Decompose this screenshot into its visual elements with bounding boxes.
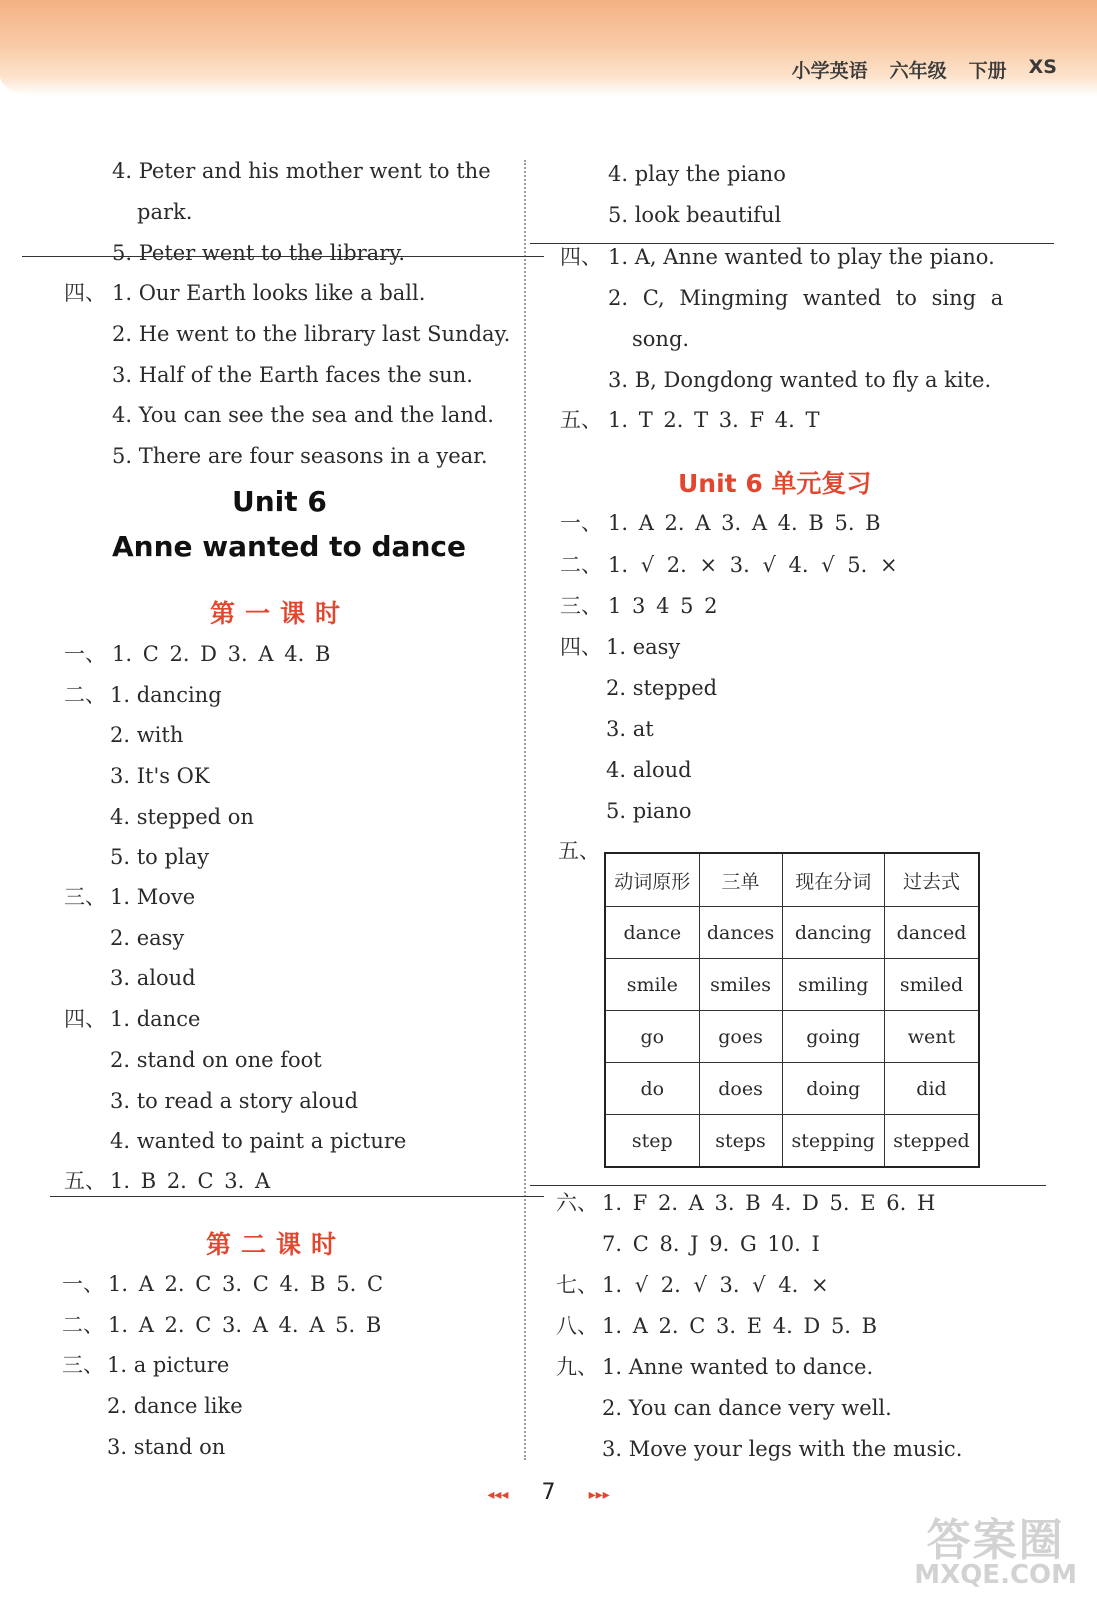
next-arrows-icon: ▸▸▸: [588, 1487, 610, 1503]
answer-line: 1. A 2. C 3. C 4. B 5. C: [108, 1272, 384, 1296]
section-label: 一、: [560, 511, 602, 535]
answer-line: 7. C 8. J 9. G 10. I: [602, 1232, 820, 1256]
table-row: [605, 1063, 979, 1115]
lesson1-title: 第一课时: [210, 599, 351, 628]
section-label: 三、: [560, 594, 602, 618]
header-volume: 下册: [968, 60, 1007, 82]
answer-line: 5. to play: [110, 845, 210, 869]
table-cell: stepped: [884, 1115, 979, 1168]
answer-line: 1. C 2. D 3. A 4. B: [112, 642, 331, 666]
table-header: 动词原形: [605, 853, 699, 907]
section-label: 一、: [62, 1272, 104, 1296]
answer-line: 2. You can dance very well.: [602, 1396, 892, 1420]
table-cell: going: [782, 1011, 884, 1063]
table-cell: smiling: [782, 959, 884, 1011]
table-header: 三单: [699, 853, 782, 907]
section-label: 四、: [560, 245, 602, 269]
table-header: 过去式: [884, 853, 979, 907]
table-row: [605, 959, 979, 1011]
unit-subtitle: Anne wanted to dance: [112, 530, 466, 563]
answer-line: 1. A, Anne wanted to play the piano.: [608, 245, 995, 269]
answer-line: 4. play the piano: [608, 162, 786, 186]
header-info: [792, 56, 1057, 83]
answer-line: 1. A 2. C 3. E 4. D 5. B: [602, 1314, 878, 1338]
section-label: 六、: [556, 1191, 598, 1215]
section-label: 二、: [64, 683, 106, 707]
header-grade: 六年级: [889, 60, 947, 82]
answer-line: 1. F 2. A 3. B 4. D 5. E 6. H: [602, 1191, 936, 1215]
answer-line: 1. T 2. T 3. F 4. T: [608, 408, 820, 432]
answer-line: 4. wanted to paint a picture: [110, 1129, 407, 1153]
table-row: [605, 1115, 979, 1168]
answer-line: 3. Move your legs with the music.: [602, 1437, 963, 1461]
divider-line: [530, 1185, 1046, 1186]
prev-arrows-icon: ◂◂◂: [487, 1487, 509, 1503]
answer-line: 4. You can see the sea and the land.: [112, 403, 494, 427]
review-title: Unit 6 单元复习: [678, 469, 872, 498]
table-cell: did: [884, 1063, 979, 1115]
section-label: 五、: [64, 1169, 106, 1193]
header-subject: 小学英语: [791, 60, 868, 82]
table-cell: went: [884, 1011, 979, 1063]
answer-line: 2. stepped: [606, 676, 718, 700]
lesson2-title: 第二课时: [206, 1230, 347, 1259]
section-label: 二、: [560, 553, 602, 577]
section-label: 九、: [556, 1355, 598, 1379]
section-label: 五、: [558, 839, 600, 863]
column-divider: [524, 160, 526, 1460]
table-cell: smile: [605, 959, 699, 1011]
answer-line: 5. There are four seasons in a year.: [112, 444, 488, 468]
answer-line: 2. C, Mingming wanted to sing a: [608, 286, 1004, 310]
section-label: 一、: [64, 642, 106, 666]
prev-q5: 5. Peter went to the library.: [112, 241, 405, 265]
table-cell: smiled: [884, 959, 979, 1011]
section-label: 二、: [62, 1313, 104, 1337]
answer-line: song.: [632, 327, 690, 351]
watermark: [914, 1504, 1077, 1590]
answer-line: 3. It's OK: [110, 764, 210, 788]
answer-line: 5. piano: [606, 799, 692, 823]
answer-line: 1. Our Earth looks like a ball.: [112, 281, 426, 305]
table-header-row: [605, 853, 979, 907]
answer-line: 1. B 2. C 3. A: [110, 1169, 271, 1193]
table-cell: do: [605, 1063, 699, 1115]
table-cell: goes: [699, 1011, 782, 1063]
watermark-logo: 答案圈: [926, 1515, 1065, 1566]
table-cell: step: [605, 1115, 699, 1168]
table-cell: doing: [782, 1063, 884, 1115]
answer-line: 1. dancing: [110, 683, 222, 707]
table-cell: stepping: [782, 1115, 884, 1168]
answer-line: 2. with: [110, 723, 184, 747]
answer-line: 5. look beautiful: [608, 203, 782, 227]
answer-line: 3. at: [606, 717, 654, 741]
table-cell: dances: [699, 907, 782, 959]
section-label: 七、: [556, 1273, 598, 1297]
answer-line: 3. aloud: [110, 966, 196, 990]
prev-q4: 4. Peter and his mother went to the: [112, 159, 491, 183]
table-cell: danced: [884, 907, 979, 959]
answer-line: 3. to read a story aloud: [110, 1089, 359, 1113]
unit-title: Unit 6: [232, 485, 327, 518]
answer-line: 1. dance: [110, 1007, 201, 1031]
section-label: 五、: [560, 408, 602, 432]
table-cell: dancing: [782, 907, 884, 959]
table-cell: dance: [605, 907, 699, 959]
answer-line: 2. easy: [110, 926, 185, 950]
answer-line: 1. A 2. C 3. A 4. A 5. B: [108, 1313, 382, 1337]
answer-line: 1. A 2. A 3. A 4. B 5. B: [608, 511, 881, 535]
page-footer: [0, 1480, 1097, 1505]
table-cell: go: [605, 1011, 699, 1063]
answer-line: 2. dance like: [107, 1394, 243, 1418]
section-label: 四、: [560, 635, 602, 659]
answer-line: 3. Half of the Earth faces the sun.: [112, 363, 473, 387]
answer-line: 1 3 4 5 2: [608, 594, 718, 618]
answer-line: 1. easy: [606, 635, 681, 659]
section-label: 八、: [556, 1314, 598, 1338]
answer-line: 1. a picture: [107, 1353, 230, 1377]
section-label: 四、: [64, 281, 106, 305]
table-cell: smiles: [699, 959, 782, 1011]
answer-line: 1. Anne wanted to dance.: [602, 1355, 874, 1379]
verb-forms-table: [604, 852, 980, 1168]
answer-line: 1. Move: [110, 885, 196, 909]
divider-line: [50, 1196, 544, 1197]
table-cell: steps: [699, 1115, 782, 1168]
table-row: [605, 907, 979, 959]
answer-line: 1. √ 2. × 3. √ 4. √ 5. ×: [608, 553, 898, 577]
section-label: 三、: [64, 885, 106, 909]
answer-line: 1. √ 2. √ 3. √ 4. ×: [602, 1273, 829, 1297]
divider-line: [22, 256, 544, 257]
page-header: [0, 0, 1097, 96]
table-row: [605, 1011, 979, 1063]
header-edition: XS: [1028, 56, 1057, 78]
prev-q4-cont: park.: [137, 200, 193, 224]
page-number: 7: [541, 1480, 556, 1505]
section-label: 三、: [62, 1353, 104, 1377]
answer-line: 2. He went to the library last Sunday.: [112, 322, 511, 346]
answer-line: 3. B, Dongdong wanted to fly a kite.: [608, 368, 992, 392]
answer-line: 3. stand on: [107, 1435, 226, 1459]
answer-line: 4. aloud: [606, 758, 692, 782]
table-cell: does: [699, 1063, 782, 1115]
section-label: 四、: [64, 1007, 106, 1031]
answer-line: 2. stand on one foot: [110, 1048, 322, 1072]
table-header: 现在分词: [782, 853, 884, 907]
watermark-url: MXQE.COM: [914, 1560, 1077, 1590]
answer-line: 4. stepped on: [110, 805, 254, 829]
